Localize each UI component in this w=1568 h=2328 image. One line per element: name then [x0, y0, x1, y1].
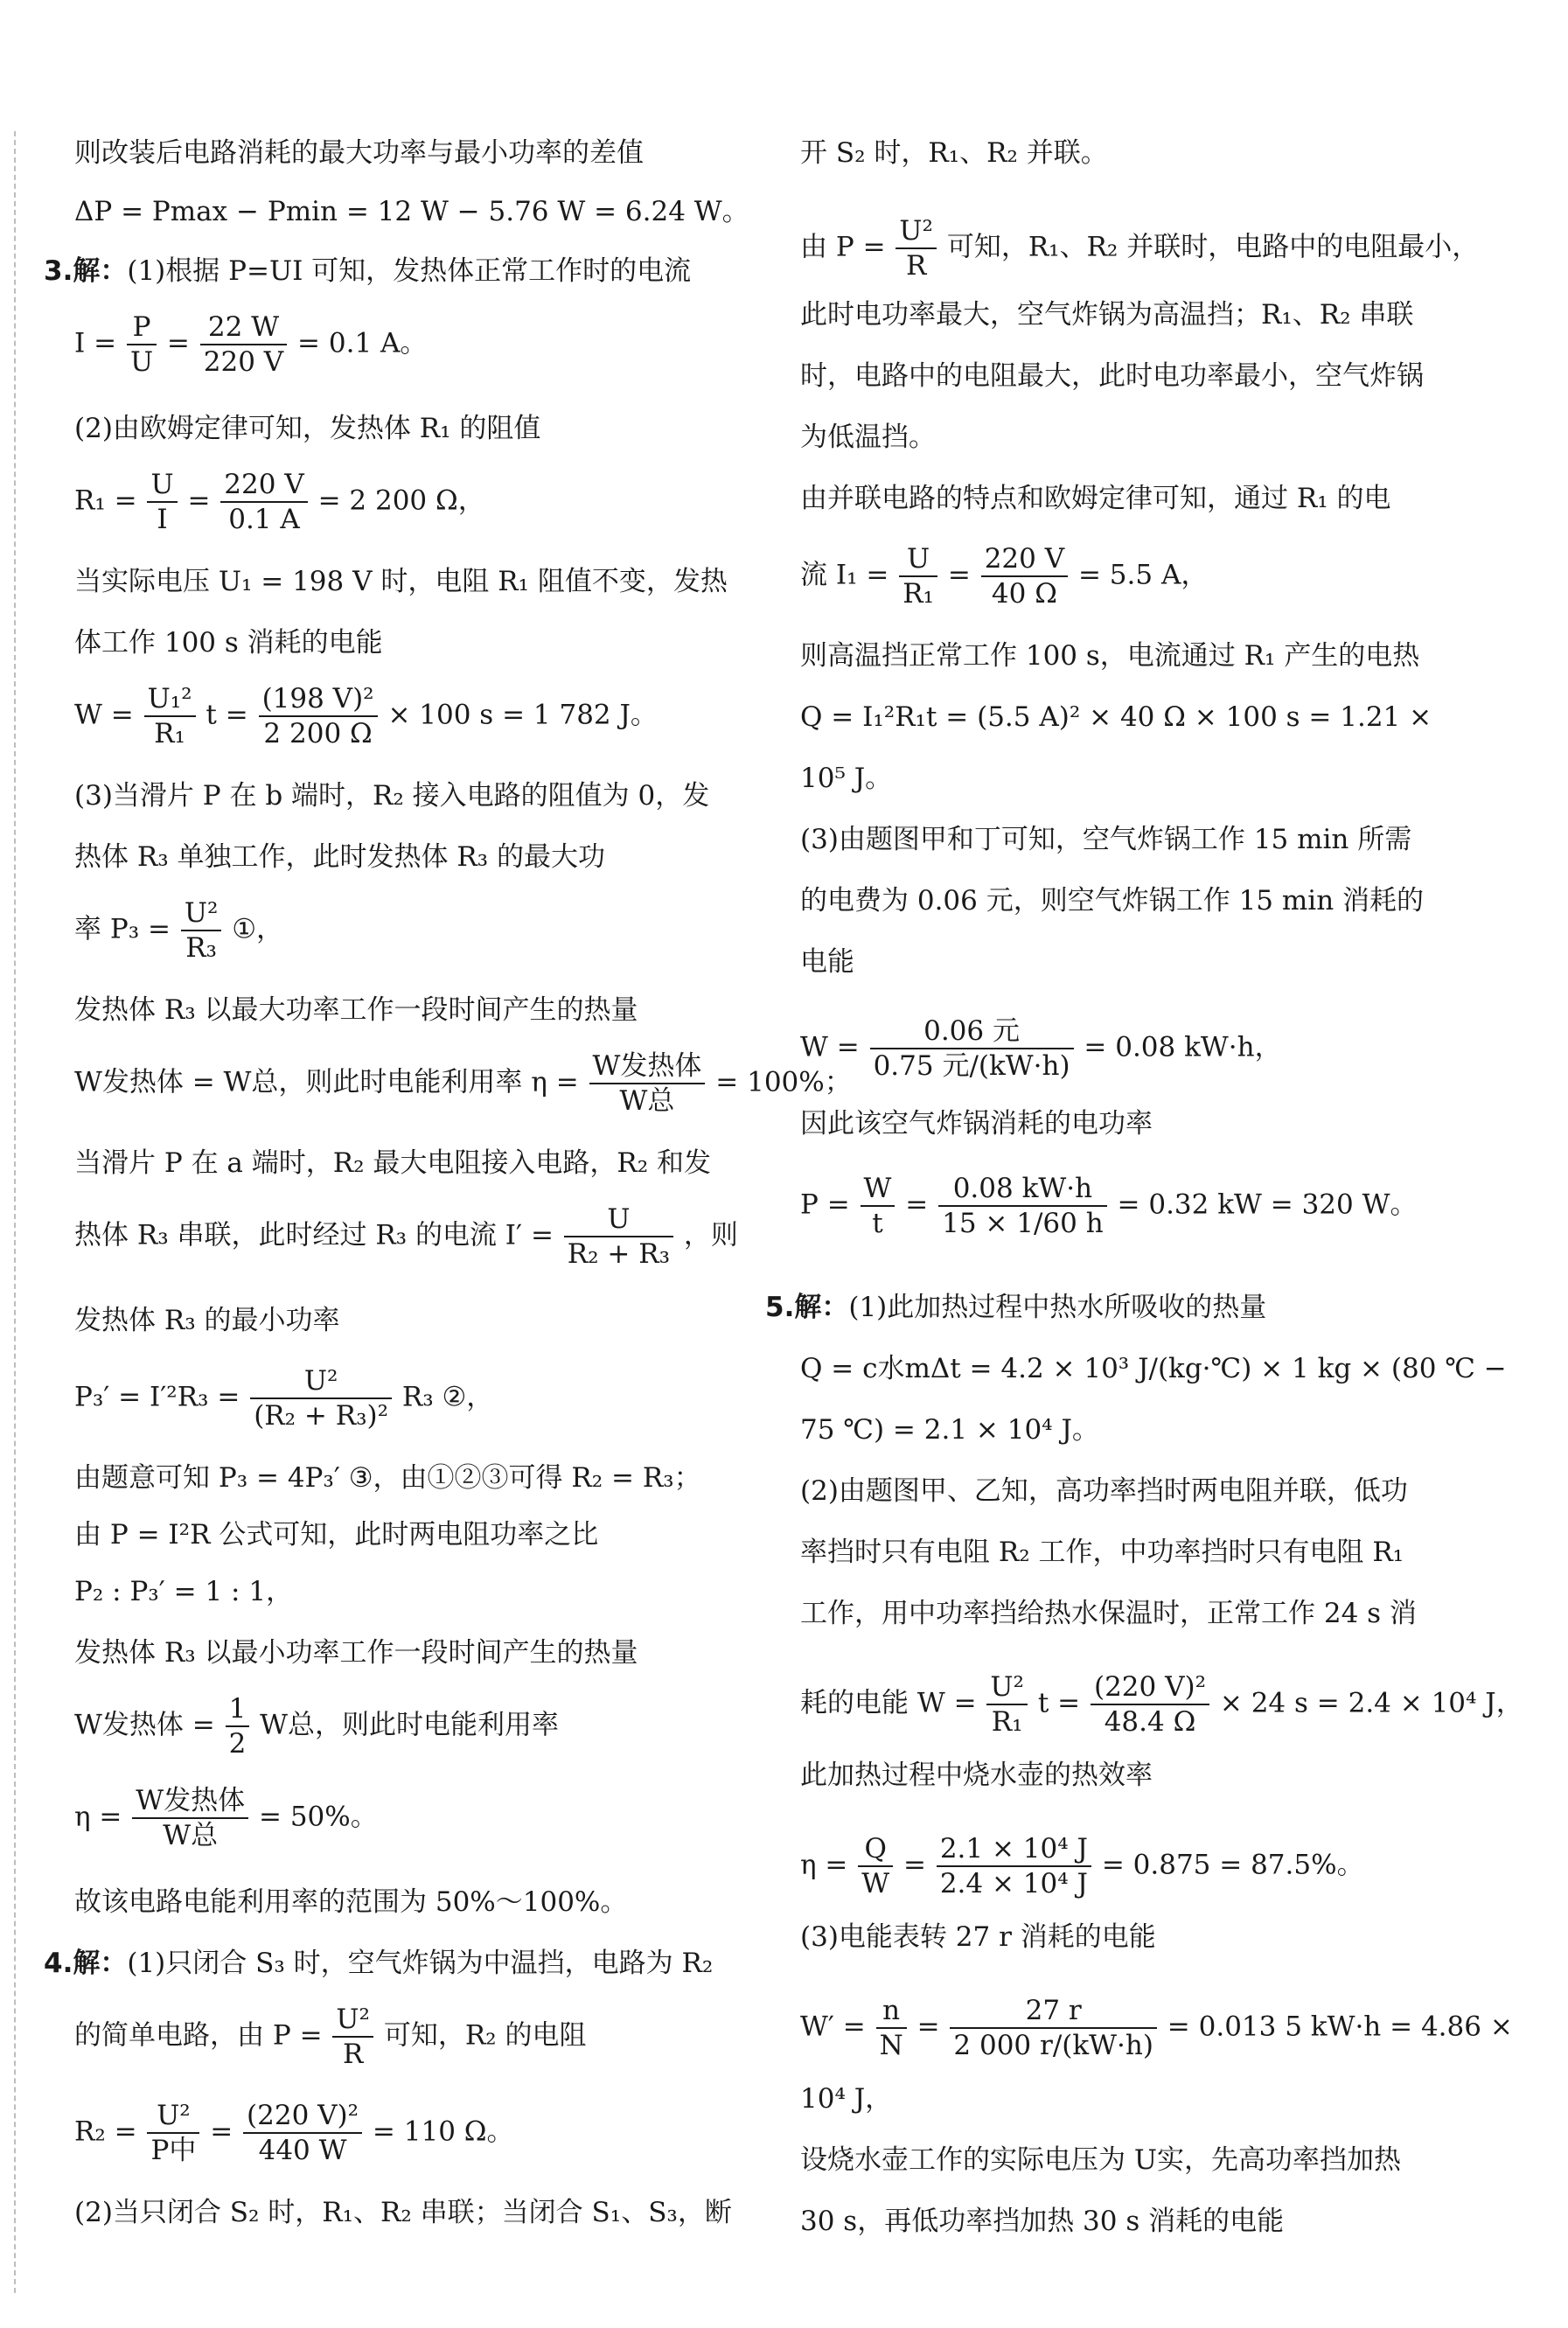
numerator: U [564, 1202, 673, 1237]
numerator: n [876, 1994, 907, 2029]
fraction [259, 682, 378, 750]
eq-part: W总，则此时电能利用率 [260, 1709, 560, 1741]
question-number: 4. [44, 1948, 73, 1979]
equation-line: 75 ℃) = 2.1 × 10⁴ J。 [800, 1414, 1099, 1446]
fraction [937, 1832, 1091, 1900]
eq-part: 耗的电能 W = [800, 1687, 977, 1719]
equation-line: Q = I₁²R₁t = (5.5 A)² × 40 Ω × 100 s = 1.21 × [800, 701, 1432, 733]
fraction [950, 1994, 1157, 2062]
eq-part: 热体 R₃ 串联，此时经过 R₃ 的电流 I′ = [74, 1219, 554, 1251]
text-line: 则高温挡正常工作 100 s，电流通过 R₁ 产生的电热 [800, 640, 1420, 672]
equation-line [74, 1784, 378, 1852]
equation-line [800, 1670, 1523, 1739]
text-line: 体工作 100 s 消耗的电能 [74, 627, 383, 659]
numerator: W发热体 [132, 1784, 248, 1819]
fraction [899, 542, 937, 610]
eq-part: P₃′ = I′²R₃ = [74, 1381, 240, 1413]
denominator: P中 [150, 2135, 197, 2166]
fraction [226, 1692, 250, 1760]
text-line: 故该电路电能利用率的范围为 50%～100%。 [74, 1886, 628, 1918]
numerator: W [861, 1172, 896, 1207]
denominator: R₂ + R₃ [567, 1238, 670, 1270]
numerator: U² [986, 1670, 1028, 1705]
equation-line: η = $\frac{Q}{W}$ = $\frac{\text{2.1 × 10⁴ J}}{\text{2.4 × 10⁴ J}}$ = 0.875 = 87.5%。 [800, 1833, 1364, 1899]
denominator: 2 [228, 1728, 247, 1760]
eq-part: W发热体 = [74, 1709, 215, 1741]
denominator: I [157, 504, 168, 535]
eq-part: W = [800, 1031, 860, 1063]
equation-line [800, 1014, 1282, 1083]
eq-part: η = [74, 1801, 122, 1833]
text-line: 由并联电路的特点和欧姆定律可知，通过 R₁ 的电 [800, 483, 1391, 514]
equation-line: R₁ = $\frac{U}{I}$ = $\frac{220 V}{0.1 A}$ = 2 200 Ω， [74, 469, 485, 535]
text-line: 工作，用中功率挡给热水保温时，正常工作 24 s 消 [800, 1598, 1417, 1629]
denominator: 48.4 Ω [1104, 1706, 1196, 1738]
text-line: 因此该空气炸锅消耗的电功率 [800, 1108, 1153, 1140]
numerator: U [147, 468, 177, 503]
text-line: 的电费为 0.06 元，则空气炸锅工作 15 min 消耗的 [800, 885, 1425, 917]
equation-line: W′ = $\frac{n}{N}$ = $\frac{27 r}{2 000 r/(kW\cdot h)}$ = 0.013 5 kW·h = 4.86 × [800, 1995, 1513, 2061]
numerator: (220 V)² [243, 2099, 362, 2134]
text-line: 设烧水壶工作的实际电压为 U实，先高功率挡加热 [800, 2144, 1401, 2176]
eq-part: R₃ ②， [401, 1381, 494, 1413]
equation-line: P = $\frac{W}{t}$ = $\frac{0.08 kW\cdot h}{15 \times 1/60 h}$ = 0.32 kW = 320 W。 [800, 1173, 1418, 1239]
numerator: U² [250, 1364, 392, 1399]
text: (1)此加热过程中热水所吸收的热量 [848, 1292, 1267, 1323]
equation-line [74, 2003, 586, 2071]
denominator: 0.75 元/(kW·h) [873, 1050, 1070, 1082]
fraction [981, 542, 1068, 610]
denominator: (R₂ + R₃)² [254, 1400, 389, 1432]
eq-part: η = [800, 1849, 848, 1881]
eq-part: = 0.1 A。 [297, 327, 428, 359]
eq-part: = 100%； [715, 1066, 852, 1098]
eq-part: R₂ = [74, 2115, 137, 2148]
numerator: 22 W [200, 310, 287, 345]
numerator: U² [181, 896, 222, 931]
question-3-line [44, 254, 691, 289]
numerator: (220 V)² [1091, 1670, 1209, 1705]
solution-label: 解： [794, 1292, 849, 1323]
eq-part: = 50%。 [259, 1801, 378, 1833]
eq-part: W = [74, 699, 134, 731]
text-line: 此加热过程中烧水壶的热效率 [800, 1760, 1153, 1791]
equation-line [800, 214, 1479, 282]
text-line: 发热体 R₃ 的最小功率 [74, 1305, 340, 1336]
text-line: 热体 R₃ 单独工作，此时发热体 R₃ 的最大功 [74, 841, 605, 873]
eq-part: t = [206, 699, 248, 731]
fraction [243, 2099, 362, 2167]
denominator: R [906, 250, 927, 282]
eq-part: t = [1037, 1687, 1081, 1719]
fraction [986, 1670, 1028, 1739]
denominator: 0.1 A [228, 504, 300, 535]
text-line: 30 s，再低功率挡加热 30 s 消耗的电能 [800, 2206, 1285, 2237]
column-separator [14, 131, 16, 2293]
numerator: U₁² [144, 682, 196, 717]
numerator: U [899, 542, 937, 577]
question-number: 5. [765, 1292, 795, 1323]
eq-part: = 0.875 = 87.5%。 [1101, 1849, 1364, 1881]
eq-part: 可知，R₂ 的电阻 [383, 2019, 587, 2052]
denominator: N [879, 2030, 903, 2061]
eq-part: = 0.32 kW = 320 W。 [1117, 1188, 1418, 1221]
numerator: 220 V [981, 542, 1068, 577]
numerator: 220 V [220, 468, 307, 503]
denominator: W [861, 1868, 890, 1899]
text-line: 此时电功率最大，空气炸锅为高温挡；R₁、R₂ 串联 [800, 299, 1414, 331]
text-line: 发热体 R₃ 以最大功率工作一段时间产生的热量 [74, 994, 638, 1026]
fraction [589, 1049, 706, 1118]
equation-line [74, 896, 283, 965]
fraction [147, 468, 177, 536]
text-line: 当滑片 P 在 a 端时，R₂ 最大电阻接入电路，R₂ 和发 [74, 1147, 711, 1179]
denominator: 2 200 Ω [263, 718, 373, 749]
fraction [876, 1994, 907, 2062]
text: (1)只闭合 S₃ 时，空气炸锅为中温挡，电路为 R₂ [127, 1948, 714, 1979]
numerator: W发热体 [589, 1049, 706, 1084]
numerator: 2.1 × 10⁴ J [937, 1832, 1091, 1867]
fraction [181, 896, 222, 965]
text: (1)根据 P=UI 可知，发热体正常工作时的电流 [127, 255, 692, 287]
numerator: P [127, 310, 157, 345]
text-line: (3)当滑片 P 在 b 端时，R₂ 接入电路的阻值为 0，发 [74, 780, 710, 812]
text-line: 则改装后电路消耗的最大功率与最小功率的差值 [74, 137, 644, 169]
fraction [1091, 1670, 1209, 1739]
eq-part: ，则 [683, 1219, 738, 1251]
eq-part: × 100 s = 1 782 J。 [387, 699, 658, 731]
text-line: 时，电路中的电阻最大，此时电功率最小，空气炸锅 [800, 360, 1424, 392]
eq-part: ①， [232, 913, 284, 945]
text-line: 开 S₂ 时，R₁、R₂ 并联。 [800, 137, 1108, 169]
eq-part: P = [800, 1188, 850, 1221]
numerator: (198 V)² [259, 682, 378, 717]
solution-label: 解： [73, 255, 128, 287]
eq-part: R₁ = [74, 484, 137, 517]
denominator: 2 000 r/(kW·h) [953, 2030, 1153, 2061]
text-line: 由 P = I²R 公式可知，此时两电阻功率之比 [74, 1519, 599, 1551]
eq-part: = 110 Ω。 [372, 2115, 514, 2148]
fraction [144, 682, 196, 750]
equation-line [74, 682, 658, 750]
eq-part: W′ = [800, 2011, 866, 2043]
numerator: U² [147, 2099, 199, 2134]
eq-part: × 24 s = 2.4 × 10⁴ J， [1219, 1687, 1523, 1719]
text-line: 由题意可知 P₃ = 4P₃′ ③，由①②③可得 R₂ = R₃； [74, 1462, 701, 1494]
question-4-line [44, 1946, 713, 1981]
denominator: 15 × 1/60 h [942, 1208, 1104, 1239]
question-5-line [765, 1290, 1266, 1325]
denominator: 2.4 × 10⁴ J [939, 1868, 1088, 1899]
text-line: 为低温挡。 [800, 422, 936, 453]
eq-part: = 5.5 A， [1077, 559, 1209, 591]
fraction [250, 1364, 392, 1432]
text-line: (3)电能表转 27 r 消耗的电能 [800, 1921, 1156, 1953]
text-line: 10⁴ J， [800, 2083, 893, 2115]
numerator: 0.08 kW·h [938, 1172, 1107, 1207]
equation-line: Q = c水mΔt = 4.2 × 10³ J/(kg·℃) × 1 kg × (80 ℃ − [800, 1353, 1507, 1384]
text-line: (2)当只闭合 S₂ 时，R₁、R₂ 串联；当闭合 S₁、S₃，断 [74, 2197, 732, 2228]
text-line: (2)由题图甲、乙知，高功率挡时两电阻并联，低功 [800, 1475, 1408, 1507]
eq-part: 的简单电路，由 P = [74, 2019, 323, 2052]
denominator: 440 W [258, 2135, 347, 2166]
denominator: U [129, 346, 154, 378]
numerator: U² [896, 214, 937, 249]
denominator: t [872, 1208, 883, 1239]
fraction [147, 2099, 199, 2167]
equation-line [74, 1692, 559, 1760]
equation-line [74, 1364, 493, 1432]
equation-line: I = $\frac{P}{U}$ = $\frac{22 W}{220 V}$ = 0.1 A。 [74, 311, 428, 378]
equation-line [74, 1202, 738, 1271]
numerator: 1 [226, 1692, 250, 1727]
fraction [564, 1202, 673, 1271]
equation-line [74, 2099, 513, 2167]
denominator: W总 [619, 1085, 675, 1117]
denominator: R₁ [154, 718, 185, 749]
fraction [938, 1172, 1107, 1240]
text-line: 10⁵ J。 [800, 763, 893, 794]
eq-part: = 0.013 5 kW·h = 4.86 × [1167, 2011, 1513, 2043]
text-line: (2)由欧姆定律可知，发热体 R₁ 的阻值 [74, 413, 541, 444]
denominator: R [343, 2039, 364, 2070]
fraction [858, 1832, 893, 1900]
fraction [220, 468, 307, 536]
eq-part: 可知，R₁、R₂ 并联时，电路中的电阻最小， [946, 231, 1480, 263]
solution-label: 解： [73, 1948, 128, 1979]
eq-part: I = [74, 327, 117, 359]
numerator: Q [858, 1832, 893, 1867]
text-line: P₂ : P₃′ = 1 : 1， [74, 1576, 294, 1607]
eq-part: = 0.08 kW·h， [1084, 1031, 1282, 1063]
fraction [896, 214, 937, 282]
eq-part: = 2 200 Ω， [317, 484, 485, 517]
equation-line: ΔP = Pmax − Pmin = 12 W − 5.76 W = 6.24 W。 [74, 196, 749, 227]
numerator: U² [332, 2003, 373, 2038]
text-line: 发热体 R₃ 以最小功率工作一段时间产生的热量 [74, 1637, 638, 1669]
numerator: 0.06 元 [870, 1014, 1074, 1049]
fraction [861, 1172, 896, 1240]
fraction [132, 1784, 248, 1852]
denominator: R₃ [185, 932, 217, 964]
text-line: 率挡时只有电阻 R₂ 工作，中功率挡时只有电阻 R₁ [800, 1537, 1404, 1568]
eq-part: 流 I₁ = [800, 559, 889, 591]
denominator: 40 Ω [991, 578, 1057, 610]
denominator: R₁ [991, 1706, 1023, 1738]
denominator: W总 [163, 1820, 219, 1851]
eq-part: = [210, 2115, 233, 2148]
eq-part: 率 P₃ = [74, 913, 171, 945]
denominator: 220 V [203, 346, 284, 378]
fraction [127, 310, 157, 379]
denominator: R₁ [902, 578, 934, 610]
equation-line [74, 1049, 852, 1118]
equation-line: 流 I₁ = $\frac{U}{\text{R₁}}$ = $\frac{220 V}{40 \Omega}$ = 5.5 A， [800, 543, 1209, 610]
text-line: 当实际电压 U₁ = 198 V 时，电阻 R₁ 阻值不变，发热 [74, 566, 728, 597]
text-line: (3)由题图甲和丁可知，空气炸锅工作 15 min 所需 [800, 824, 1412, 855]
text-line: 电能 [800, 946, 854, 978]
fraction [332, 2003, 373, 2071]
numerator: 27 r [950, 1994, 1157, 2029]
fraction [200, 310, 287, 379]
fraction [870, 1014, 1074, 1083]
question-number: 3. [44, 255, 73, 287]
eq-part: 由 P = [800, 231, 886, 263]
eq-part: W发热体 = W总，则此时电能利用率 η = [74, 1066, 579, 1098]
